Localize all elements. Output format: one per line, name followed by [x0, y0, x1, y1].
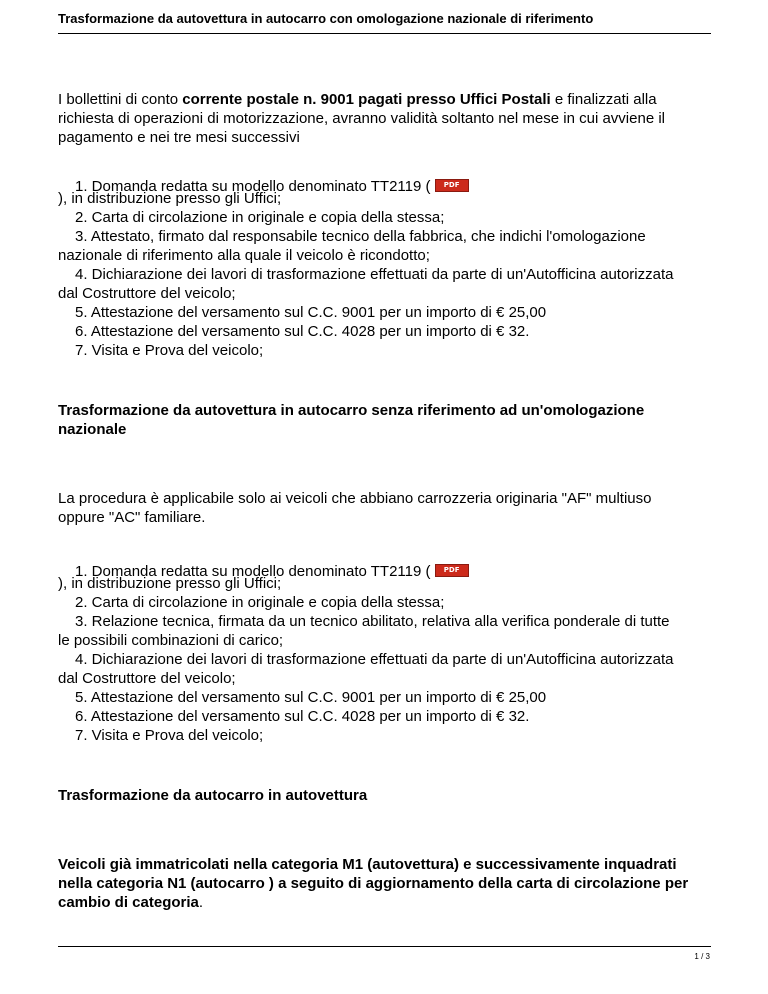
- intro-bold: corrente postale n. 9001 pagati presso Uffici Postali: [182, 91, 551, 108]
- section2-paragraph: [58, 489, 718, 527]
- list1-item-6: 6. Attestazione del versamento sul C.C. 4028 per un importo di € 32.: [75, 323, 530, 340]
- intro-line3: pagamento e nei tre mesi successivi: [58, 129, 300, 146]
- list1-item-4-cont: dal Costruttore del veicolo;: [58, 285, 236, 302]
- list2-item-3: 3. Relazione tecnica, firmata da un tecnico abilitato, relativa alla verifica ponderale di tutte: [75, 613, 670, 630]
- page-header-title: Trasformazione da autovettura in autocarro con omologazione nazionale di riferimento: [58, 11, 594, 26]
- intro-pre: I bollettini di conto: [58, 91, 183, 108]
- list1-item-5: 5. Attestazione del versamento sul C.C. 9001 per un importo di € 25,00: [75, 304, 547, 321]
- section4-l3: cambio di categoria: [58, 894, 199, 911]
- header-divider: [58, 33, 711, 34]
- footer-divider: [58, 946, 711, 947]
- section4-l2: nella categoria N1 (autocarro ) a seguito di aggiornamento della carta di circolazione per: [58, 875, 689, 892]
- list2-item-1-text: 1. Domanda redatta su modello denominato TT2119 (: [75, 563, 431, 580]
- section2-heading-l2: nazionale: [58, 421, 127, 438]
- list2-item-1-cont: ), in distribuzione presso gli Uffici;: [58, 575, 282, 592]
- section2-heading: [58, 401, 718, 439]
- list2-item-5: 5. Attestazione del versamento sul C.C. 9001 per un importo di € 25,00: [75, 689, 547, 706]
- section3-heading: Trasformazione da autocarro in autovettura: [58, 787, 368, 804]
- intro-post: e finalizzati alla: [550, 91, 657, 108]
- list2-item-4: 4. Dichiarazione dei lavori di trasformazione effettuati da parte di un'Autofficina autorizzata: [75, 651, 674, 668]
- list2-item-2: 2. Carta di circolazione in originale e copia della stessa;: [75, 594, 445, 611]
- pdf-icon[interactable]: PDF: [435, 179, 469, 192]
- section4-l3-end: .: [198, 894, 204, 911]
- list1-item-3: 3. Attestato, firmato dal responsabile tecnico della fabbrica, che indichi l'omologazione: [75, 228, 646, 245]
- list2-item-3-cont: le possibili combinazioni di carico;: [58, 632, 284, 649]
- list1-item-3-cont: nazionale di riferimento alla quale il veicolo è ricondotto;: [58, 247, 430, 264]
- section2-para-l1: La procedura è applicabile solo ai veicoli che abbiano carrozzeria originaria "AF" multiuso: [58, 490, 652, 507]
- section2-heading-l1: Trasformazione da autovettura in autocarro senza riferimento ad un'omologazione: [58, 402, 645, 419]
- pdf-icon[interactable]: PDF: [435, 564, 469, 577]
- intro-line2: richiesta di operazioni di motorizzazione, avranno validità soltanto nel mese in cui avviene il: [58, 110, 665, 127]
- list2-item-6: 6. Attestazione del versamento sul C.C. 4028 per un importo di € 32.: [75, 708, 530, 725]
- list2-item-7: 7. Visita e Prova del veicolo;: [75, 727, 264, 744]
- list2-item-4-cont: dal Costruttore del veicolo;: [58, 670, 236, 687]
- page-number: 1 / 3: [694, 952, 710, 961]
- list1-item-4: 4. Dichiarazione dei lavori di trasformazione effettuati da parte di un'Autofficina autorizzata: [75, 266, 674, 283]
- intro-paragraph: [58, 90, 718, 147]
- list1-item-1-text: 1. Domanda redatta su modello denominato TT2119 (: [75, 178, 431, 195]
- list1-item-7: 7. Visita e Prova del veicolo;: [75, 342, 264, 359]
- section4-paragraph: [58, 855, 718, 912]
- section2-para-l2: oppure "AC" familiare.: [58, 509, 206, 526]
- section4-l1: Veicoli già immatricolati nella categoria M1 (autovettura) e successivamente inquadrati: [58, 856, 677, 873]
- list1-item-2: 2. Carta di circolazione in originale e copia della stessa;: [75, 209, 445, 226]
- list1-item-1-cont: ), in distribuzione presso gli Uffici;: [58, 190, 282, 207]
